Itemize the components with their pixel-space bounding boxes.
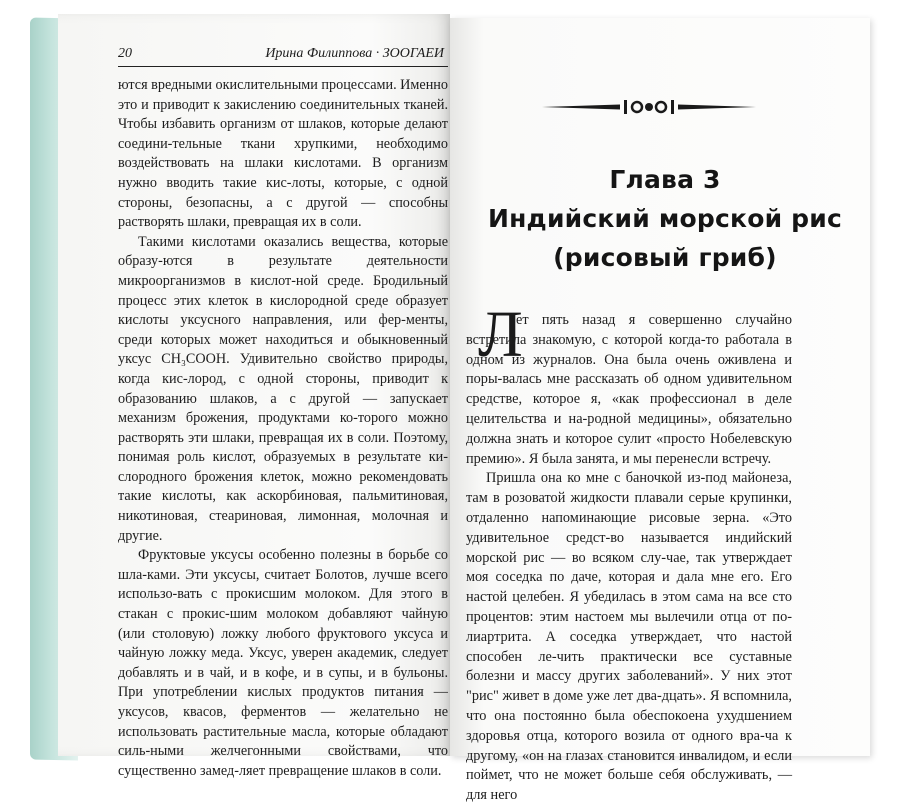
- right-page-text: [466, 311, 792, 806]
- left-page-text: [118, 76, 448, 781]
- first-paragraph-text: ет пять назад я совершенно случайно встретила знакомую, с которой когда-то работала в одном из журналов. Она была очень оживлена и поры-валась мне рассказать об одном удивительном средстве, которое я, «как профессионал в деле целительства и на-родной медицины», обязательно должна знать и которое сулит «просто Нобелевскую премию». Я была занята, и мы перенесли встречу.: [466, 312, 792, 467]
- paragraph: Пришла она ко мне с баночкой из-под майонеза, там в розоватой жидкости плавали серые крупинки, отдаленно напоминающие рисовые зерна. «Это удивительное средст-во называется индийский морской рис — во всяком слу-чае, так утверждает моя соседка по даче, которая и дала мне его. Его настой целебен. Я убедилась в этом сама на все сто процентов: этим настоем мы вылечили отца от по-лиартрита. А соседка утверждает, что настой способен ле-чить практически все суставные болезни и массу других заболеваний». У них этот "рис" живет в доме уже лет два-дцать». Я вспомнила, что она постоянно была обеспокоена ухудшением здоровья отца, которого возила от одного вра-ча к другому, «он на глазах становится инвалидом, и если поймет, что не может больше себя обслуживать, — для него: [466, 470, 792, 804]
- paragraph: [466, 311, 792, 469]
- drop-cap: Л: [478, 298, 523, 371]
- chapter-title-line2: (рисовый гриб): [553, 243, 777, 272]
- paragraph: Фруктовые уксусы особенно полезны в борьбе со шла-ками. Эти уксусы, считает Болотов, лучше всего использо-вать с прокисшим молоком. Для этого в стакан с прокис-шим молоком добавляют чайную (или столовую) ложку любого фруктового уксуса и чайную ложку меда. Уксус, уверен академик, следует добавлять и в чай, и в кофе, и в супы, и в бульоны. При употреблении кислых продуктов питания — уксусов, квасов, ферментов — желательно не использовать растительные масла, которые обладают силь-ными желчегонными свойствами, что существенно замед-ляет превращение шлаков в соли.: [118, 547, 448, 779]
- chapter-title-line1: Индийский морской рис: [487, 204, 843, 233]
- paragraph: ются вредными окислительными процессами. Именно это и приводит к закислению соединительных тканей. Чтобы избавить организм от шлаков, которые делают соедини-тельные ткани хрупкими, необходимо воздействовать на шлаки кислотами. В организм нужно вводить такие кис-лоты, которые, с одной стороны, безопасны, а с другой — способны растворять шлаки, превращая их в соли.: [118, 77, 448, 231]
- ornament-divider-icon: [540, 96, 758, 118]
- page-number: 20: [118, 46, 132, 61]
- left-page-header: [118, 46, 448, 67]
- chapter-number: Глава 3: [609, 165, 721, 194]
- running-head: Ирина Филиппова · ЗООГАЕИ: [265, 46, 444, 61]
- paragraph: Такими кислотами оказались вещества, которые образу-ются в результате деятельности микроорганизмов в кислот-ной среде. Бродильный процесс этих клеток в кислородной среде образует кислоты уксусного направления, или фер-менты, среди которых может находиться и обыкновенный уксус CH₃COOH. Удивительно свойство природы, когда кис-лород, с одной стороны, приводит к образованию шлаков, а с другой — запускает механизм брожения, продуктами ко-торого можно растворять эти шлаки, превращая их в соли. Поэтому, понимая роль кислот, образуемых в результате ки-слородного брожения клеток, можно рекомендовать такие кислоты, как аскорбиновая, пальмитиновая, никотиновая, стеариновая, лимонная, молочная и другие.: [118, 233, 448, 544]
- chapter-heading: [470, 160, 860, 277]
